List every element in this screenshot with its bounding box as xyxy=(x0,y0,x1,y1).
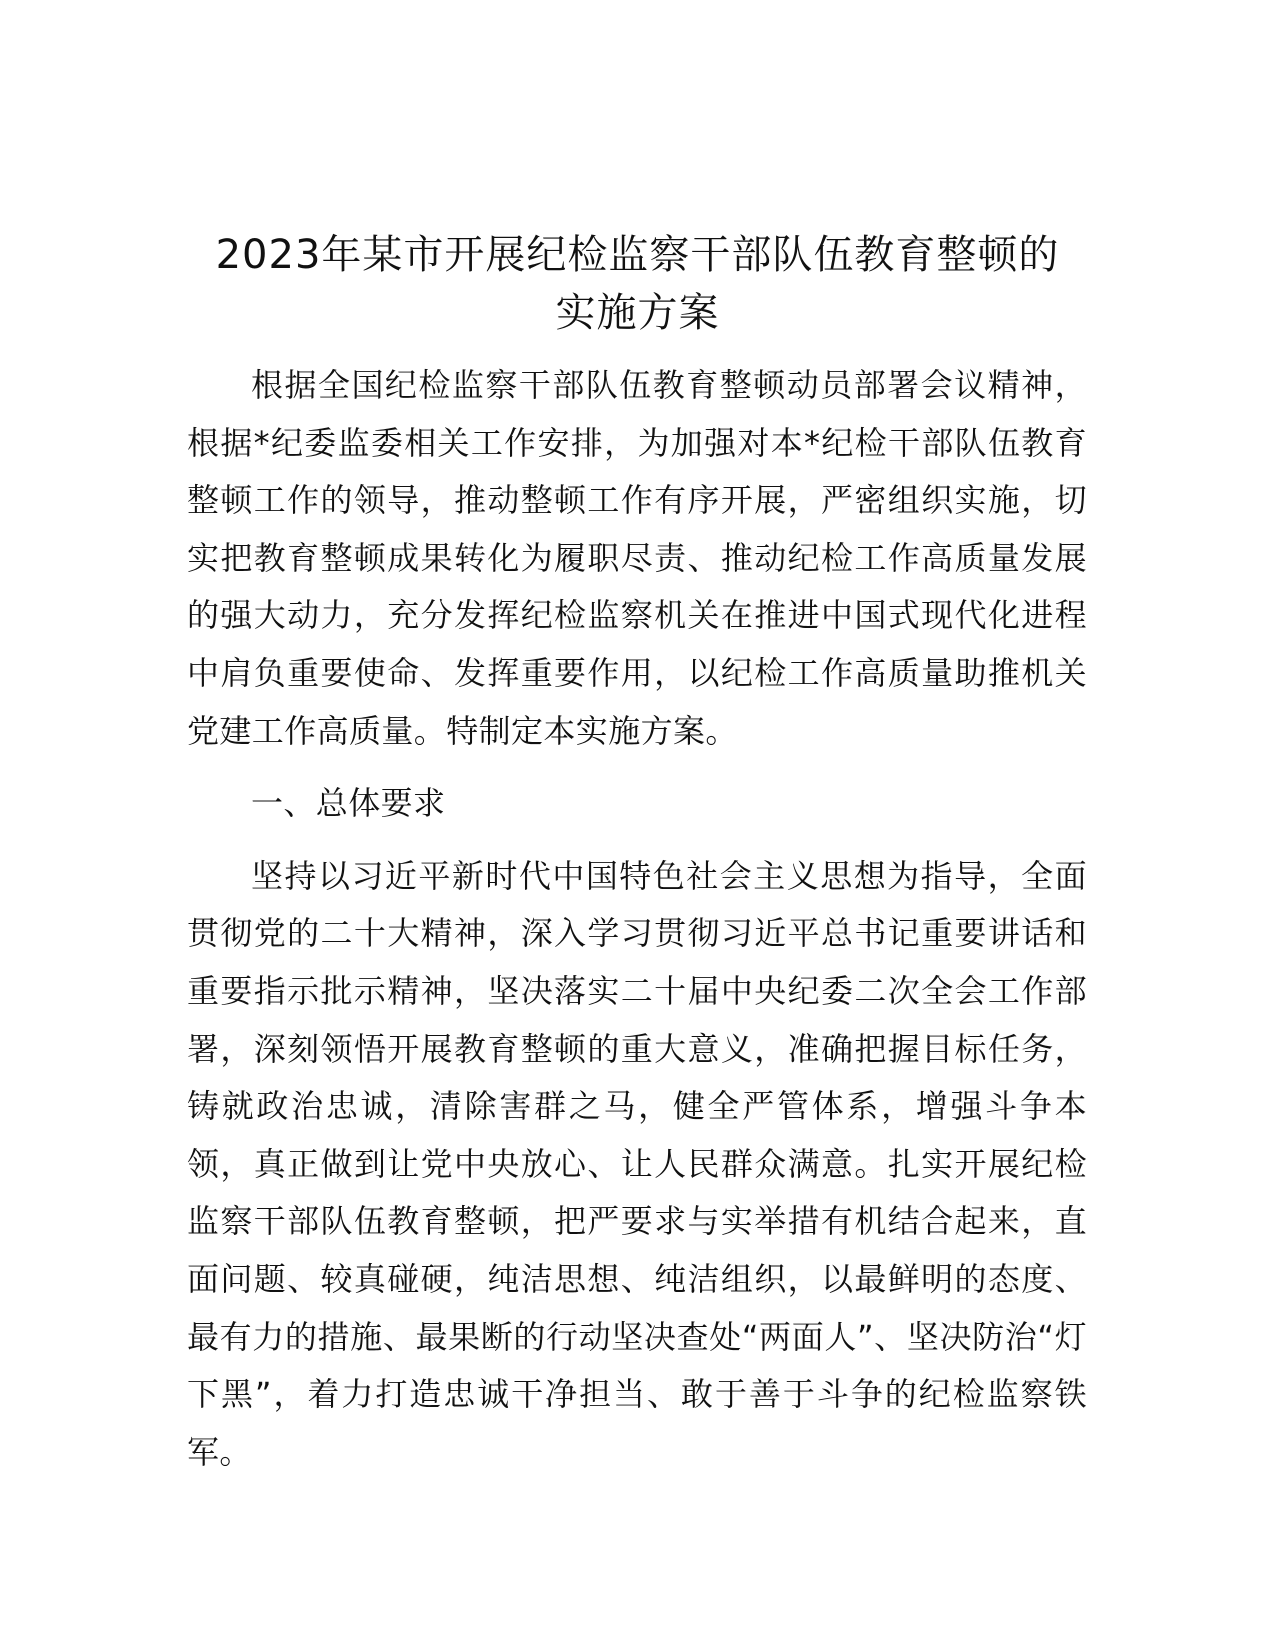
document-title xyxy=(150,226,1125,342)
document-body xyxy=(187,357,1087,1481)
title-line-1: 2023年某市开展纪检监察干部队伍教育整顿的 xyxy=(215,232,1060,278)
intro-paragraph: 根据全国纪检监察干部队伍教育整顿动员部署会议精神，根据*纪委监委相关工作安排，为加强对本*纪检干部队伍教育整顿工作的领导，推动整顿工作有序开展，严密组织实施，切实把教育整顿成果转化为履职尽责、推动纪检工作高质量发展的强大动力，充分发挥纪检监察机关在推进中国式现代化进程中肩负重要使命、发挥重要作用，以纪检工作高质量助推机关党建工作高质量。特制定本实施方案。 xyxy=(187,366,1087,750)
title-line-2: 实施方案 xyxy=(555,290,720,336)
section-heading-general-requirements: 一、总体要求 xyxy=(251,784,446,823)
general-requirements-paragraph: 坚持以习近平新时代中国特色社会主义思想为指导，全面贯彻党的二十大精神，深入学习贯彻习近平总书记重要讲话和重要指示批示精神，坚决落实二十届中央纪委二次全会工作部署，深刻领悟开展教育整顿的重大意义，准确把握目标任务，铸就政治忠诚，清除害群之马，健全严管体系，增强斗争本领，真正做到让党中央放心、让人民群众满意。扎实开展纪检监察干部队伍教育整顿，把严要求与实举措有机结合起来，直面问题、较真碰硬，纯洁思想、纯洁组织，以最鲜明的态度、最有力的措施、最果断的行动坚决查处“两面人”、坚决防治“灯下黑”，着力打造忠诚干净担当、敢于善于斗争的纪检监察铁军。 xyxy=(187,856,1087,1471)
